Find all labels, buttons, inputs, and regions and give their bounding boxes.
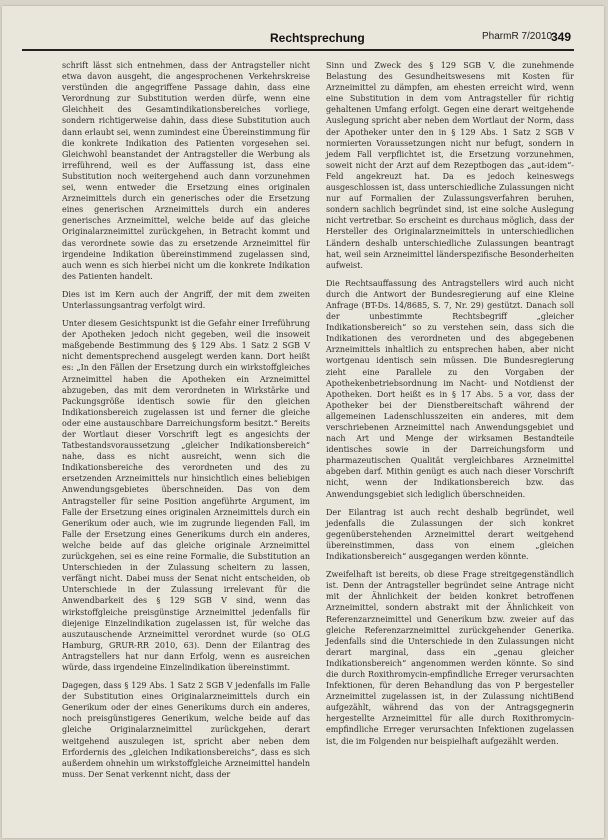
section-title: Rechtsprechung [270,31,365,45]
paragraph: schrift lässt sich entnehmen, dass der Antragsteller nicht etwa davon ausgeht, die angesprochenen Verkehrskreise verstünden die angegriffene Passage dahin, dass eine Verordnung zur Substitution werden dürfe, wenn eine Gleichheit des Gesamtindikationsbereiches vorliege, sondern richtigerweise dahin, dass diese Substitution auch dann erlaubt sei, wenn zumindest eine Übereinstimmung für die konkrete Indikation des Patienten vorgesehen sei. Gleichwohl beanstandet der Antragsteller die Werbung als irreführend, weil es der Auffassung ist, dass eine Substitution noch weitergehend auch dann vorzunehmen sei, wenn entweder die Ersetzung eines originalen Arzneimittels durch ein generisches oder die Ersetzung eines generischen Arzneimittels durch ein anderes generisches Arzneimittel, welche beide auf das gleiche Originalarzneimittel zurückgehen, in Betracht kommt und das verordnete sowie das zu ersetzende Arzneimittel für irgendeine Indikation übereinstimmend zugelassen sind, auch wenn es sich hierbei nicht um die konkrete Indikation des Patienten handelt. [62,61,310,281]
paragraph: Die Rechtsauffassung des Antragstellers wird auch nicht durch die Antwort der Bundesregierung auf eine Kleine Anfrage (BT-Ds. 14/8685, S. 7, Nr. 29) gestützt. Danach soll der unbestimmte Rechtsbegriff „gleicher Indikationsbereich“ so zu verstehen sein, dass sich die Indikationen des verordneten und des abgegebenen Arzneimittels inhaltlich zu entsprechen haben, aber nicht wortgenau identisch sein müssen. Die Bundesregierung zieht eine Parallele zu den Vorgaben der Apothekenbetriebsordnung im Nacht- und Notdienst der Apotheken. Dort heißt es in § 17 Abs. 5 a vor, dass der Apotheker bei der Dienstbereitschaft während der allgemeinen Ladenschlusszeiten ein anderes, mit dem verschriebenen Arzneimittel nach Anwendungsgebiet und nach Art und Menge der wirksamen Bestandteile identisches sowie in der Darreichungsform und pharmazeutischen Qualität vergleichbares Arzneimittel abgeben darf. Mithin genügt es auch nach dieser Vorschrift nicht, wenn der Indikationsbereich bzw. das Anwendungsgebiet sich lediglich überschneiden. [326,278,574,499]
right-column [326,60,574,754]
running-header [2,28,604,50]
page-number: 349 [551,30,572,44]
paragraph: Dagegen, dass § 129 Abs. 1 Satz 2 SGB V jedenfalls im Falle der Substitution eines Originalarzneimittels durch ein Generikum oder der eines Generikums durch ein anderes, noch preisgünstigeres Generikum, welche beide auf das gleiche Originalarzneimittel zurückgehen, derart weitgehend auszulegen ist, spricht aber neben dem Erfordernis des „gleichen Indikationsbereichs“, dass es sich außerdem ohnehin um wirkstoffgleiche Arzneimittel handeln muss. Der Senat verkennt nicht, dass der [62,681,310,779]
paragraph: Dies ist im Kern auch der Angriff, der mit dem zweiten Unterlassungsantrag verfolgt wird. [62,289,310,310]
paragraph: Der Eilantrag ist auch recht deshalb begründet, weil jedenfalls die Zulassungen der sich konkret gegenüberstehenden Arzneimittel derart weitgehend übereinstimmen, dass von einem „gleichen Indikationsbereich“ ausgegangen werden könnte. [326,507,574,562]
header-rule [22,49,574,51]
paragraph: Sinn und Zweck des § 129 SGB V, die zunehmende Belastung des Gesundheitswesens mit Kosten für Arzneimittel zu dämpfen, am ehesten erreicht wird, wenn eine Substitution in dem vom Antragsteller für richtig gehaltenen Umfang erfolgt. Gegen eine derart weitgehende Auslegung spricht aber neben dem Wortlaut der Norm, dass der Apotheker unter den in § 129 Abs. 1 Satz 2 SGB V normierten Voraussetzungen nicht nur befugt, sondern in jedem Fall verpflichtet ist, die Ersetzung vorzunehmen, soweit nicht der Arzt auf dem Rezeptbogen das „aut-idem“-Feld angekreuzt hat. Da es jedoch keineswegs ausgeschlossen ist, dass unterschiedliche Zulassungen nicht nur auf Formalien der Zulassungsverfahren beruhen, sondern sachlich begründet sind, ist eine solche Auslegung nicht vertretbar. So erscheint es durchaus möglich, dass der Hersteller des Originalarzneimittels in unterschiedlichen Ländern deshalb unterschiedliche Zulassungen beantragt hat, weil sein Arzneimittel länderspezifische Besonderheiten aufweist. [326,61,574,270]
paragraph: Unter diesem Gesichtspunkt ist die Gefahr einer Irreführung der Apotheken jedoch nicht gegeben, weil die insoweit maßgebende Bestimmung des § 129 Abs. 1 Satz 2 SGB V nicht dementsprechend ausgelegt werden kann. Dort heißt es: „In den Fällen der Ersetzung durch ein wirkstoffgleiches Arzneimittel haben die Apotheken ein Arzneimittel abzugeben, das mit dem verordneten in Wirkstärke und Packungsgröße identisch sowie für den gleichen Indikationsbereich zugelassen ist und ferner die gleiche oder eine austauschbare Darreichungsform besitzt.“ Bereits der Wortlaut dieser Vorschrift legt es angesichts der Tatbestandsvoraussetzung „gleicher Indikationsbereich“ nahe, dass es nicht ausreicht, wenn sich die Indikationsbereiche des verordneten und des zu ersetzenden Arzneimittels nur hinsichtlich eines beliebigen Anwendungsgebietes überschneiden. Das von dem Antragsteller für seine Position angeführte Argument, im Falle der Ersetzung eines originalen Arzneimittels durch ein Generikum oder auch, wie im zugrunde liegenden Fall, im Falle der Ersetzung eines Generikums durch ein anderes, welche beide auf das gleiche originale Arzneimittel zurückgehen, sei es eine reine Formalie, die Substitution an Unterschieden in der Zulassung scheitern zu lassen, verfängt nicht. Dabei muss der Senat nicht entscheiden, ob Unterschiede in der Zulassung irrelevant für die Anwendbarkeit des § 129 SGB V sind, wenn das wirkstoffgleiche preisgünstige Arzneimittel jedenfalls für diejenige Einzelindikation zugelassen ist, für welche das auszutauschende Arzneimittel verordnet wurde (so OLG Hamburg, GRUR-RR 2010, 63). Denn der Eilantrag des Antragstellers hat nur dann Erfolg, wenn es ausreichen würde, dass irgendeine Einzelindikation übereinstimmt. [62,319,310,672]
document-page [2,6,604,838]
journal-issue: PharmR 7/2010 [482,31,553,42]
paragraph: Zweifelhaft ist bereits, ob diese Frage streitgegenständlich ist. Denn der Antragsteller begründet seine Antrage nicht mit der Ähnlichkeit der beiden konkret betroffenen Arzneimittel, sondern abstrakt mit der Ähnlichkeit von Referenzarzneimittel und Generikum bzw. zweier auf das gleiche Referenzarzneimittel zurückgehender Generika. Jedenfalls sind die Unterschiede in den Zulassungen nicht derart marginal, dass ein „genau gleicher Indikationsbereich“ angenommen werden könnte. So sind die durch Roxithromycin-empfindliche Erreger verursachten Infektionen, für deren Behandlung das von P bergesteller Arzneimittel zugelassen ist, in der Zulassung nichtiBend aufgezählt, während das von der Antragsgegnerin hergestellte Arzneimittel für alle durch Roxithromycin-empfindliche Erreger verursachten Infektionen zugelassen ist, die im Folgenden nur beispielhaft aufgezählt werden. [326,570,574,746]
left-column [62,60,310,787]
